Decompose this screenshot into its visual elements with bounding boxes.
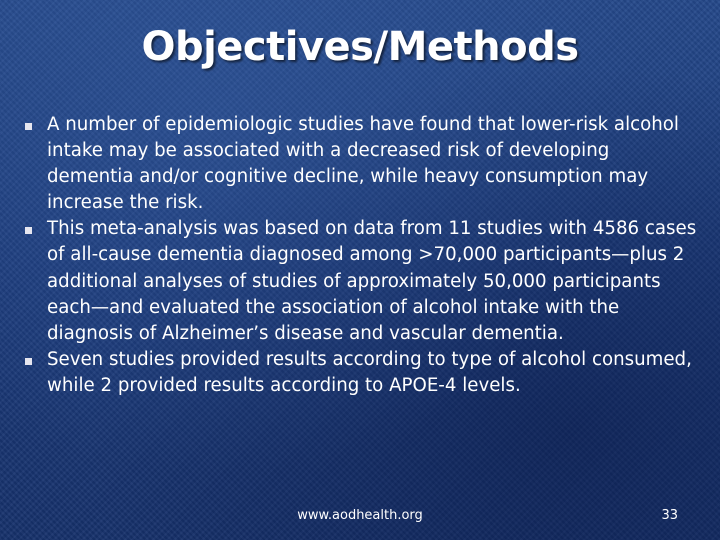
footer-url: www.aodhealth.org	[297, 508, 423, 523]
square-bullet-icon	[25, 358, 32, 365]
square-bullet-icon	[25, 123, 32, 130]
bullet-item	[22, 347, 697, 399]
bullet-text: This meta-analysis was based on data from 11 studies with 4586 cases of all-cause dementia diagnosed among >70,000 participants—plus 2 additional analyses of studies of approximately 50,000 participants each—and evaluated the association of alcohol intake with the diagnosis of Alzheimer’s disease and vascular dementia.	[47, 218, 697, 344]
bullet-item	[22, 112, 697, 216]
slide-title: Objectives/Methods	[141, 24, 579, 70]
bullet-item	[22, 216, 697, 346]
bullet-list	[22, 112, 697, 399]
bullet-text: A number of epidemiologic studies have found that lower-risk alcohol intake may be associated with a decreased risk of developing dementia and/or cognitive decline, while heavy consumption may increase the risk.	[47, 114, 679, 214]
square-bullet-icon	[25, 227, 32, 234]
bullet-text: Seven studies provided results according to type of alcohol consumed, while 2 provided results according to APOE-4 levels.	[47, 348, 692, 396]
page-number: 33	[661, 508, 678, 523]
